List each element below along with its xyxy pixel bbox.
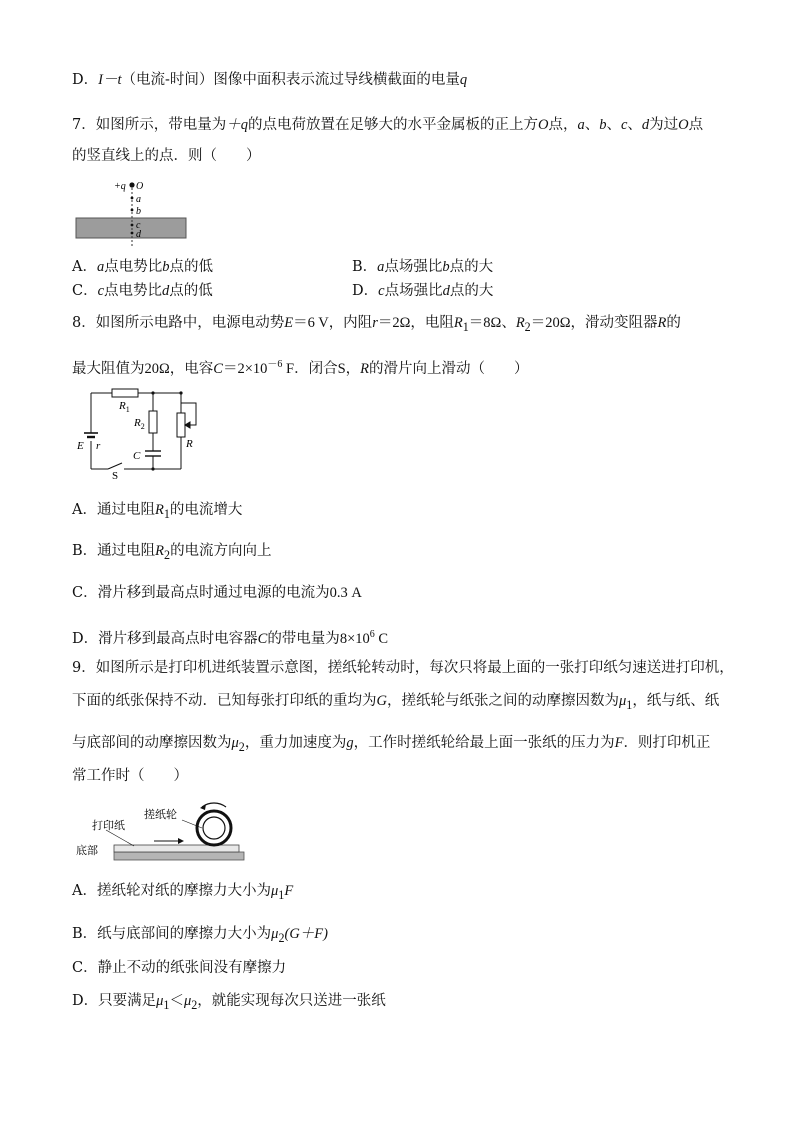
rheostat-r xyxy=(177,413,185,437)
q8-option-c: C．滑片移到最高点时通过电源的电流为0.3 A xyxy=(72,585,362,601)
q7-option-b: B．a点场强比b点的大 xyxy=(352,259,494,275)
q7-option-c: C．c点电势比d点的低 xyxy=(72,283,213,299)
label-paper: 打印纸 xyxy=(92,820,125,832)
resistor-r1 xyxy=(112,389,138,397)
q8-stem-line2: 最大阻值为20Ω，电容$C=2\times 10^{-6}$ F．闭合S，R的滑片向上滑动（ ） xyxy=(72,359,529,377)
q7-figure xyxy=(72,176,192,248)
label-base: 底部 xyxy=(76,845,98,857)
label-e: E xyxy=(77,440,84,452)
q9-printer-figure xyxy=(74,796,250,866)
switch-s xyxy=(108,463,122,469)
point-b-label: b xyxy=(136,206,141,217)
point-d-label: d xyxy=(136,229,141,240)
charge-label: +q xyxy=(114,181,126,192)
q9-stem-line3: 与底部间的动摩擦因数为$\mu_2$，重力加速度为g，工作时搓纸轮给最上面一张纸的压力为F．则打印机正 xyxy=(72,735,711,754)
label-r1: $R_1$ xyxy=(119,400,130,414)
label-feed-roller: 搓纸轮 xyxy=(144,809,177,821)
q9-option-a: A．搓纸轮对纸的摩擦力大小为$\mu_1F$ xyxy=(72,883,294,902)
q7-stem-line1: 7．如图所示，带电量为＋q的点电荷放置在足够大的水平金属板的正上方O点，a、b、c、d为过O点 xyxy=(72,117,704,133)
point-a-label: a xyxy=(136,194,141,205)
label-s: S xyxy=(112,470,119,482)
label-c: C xyxy=(133,450,141,462)
q9-option-c: C．静止不动的纸张间没有摩擦力 xyxy=(72,960,287,976)
point-o-label: O xyxy=(136,181,144,192)
resistor-r2 xyxy=(149,411,157,433)
q9-stem-line2: 下面的纸张保持不动．已知每张打印纸的重均为G，搓纸轮与纸张之间的动摩擦因数为$\mu_1$，纸与纸、纸 xyxy=(72,693,720,712)
q8-circuit-figure xyxy=(76,385,216,483)
q7-option-a: A．a点电势比b点的低 xyxy=(72,259,213,275)
q8-option-b: B．通过电阻$R_2$的电流方向向上 xyxy=(72,543,272,562)
q9-option-d: D．只要满足$\mu_1<\mu_2$，就能实现每次只送进一张纸 xyxy=(72,993,386,1012)
metal-plate xyxy=(76,218,186,238)
label-r: R xyxy=(186,438,193,450)
q9-stem-line4: 常工作时（ ） xyxy=(72,768,188,784)
q8-stem-line1: 8．如图所示电路中，电源电动势E＝6 V，内阻r＝2Ω，电阻$R_1=8\Omega$、$R_2=20\Omega$，滑动变阻器R的 xyxy=(72,315,681,334)
label-r2: $R_2$ xyxy=(134,417,145,431)
paper-stack xyxy=(114,845,239,852)
q7-stem-line2: 的竖直线上的点．则（ ） xyxy=(72,148,261,164)
label-r-internal: r xyxy=(96,440,101,452)
q9-stem-line1: 9．如图所示是打印机进纸装置示意图，搓纸轮转动时，每次只将最上面的一张打印纸匀速送进打印机， xyxy=(72,660,734,676)
q6-option-d: D．I－t（电流-时间）图像中面积表示流过导线横截面的电量q xyxy=(72,72,468,88)
q7-option-d: D．c点场强比d点的大 xyxy=(352,283,494,299)
q8-option-a: A．通过电阻$R_1$的电流增大 xyxy=(72,502,243,521)
charge-dot xyxy=(129,182,134,187)
q9-option-b: B．纸与底部间的摩擦力大小为$\mu_2(G+F)$ xyxy=(72,926,328,945)
q8-option-d: D．滑片移到最高点时电容器C的带电量为$8\times 10^6$ C xyxy=(72,629,389,647)
point-c-label: c xyxy=(136,220,141,231)
base-plate xyxy=(114,852,244,860)
